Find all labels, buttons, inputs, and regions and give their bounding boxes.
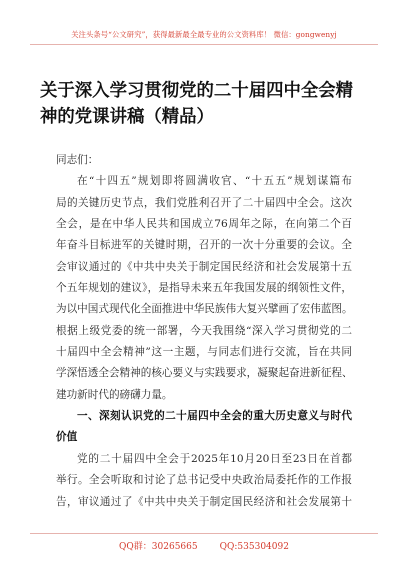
paragraph-line: 在“十四五”规划即将圆满收官、“十五五”规划谋篇布 [77,175,352,188]
qq-group-number: QQ群：30265665 [119,542,198,552]
paragraph-line: 根据上级党委的统一部署，今天我围绕“深入学习贯彻党的二 [56,324,352,337]
paragraph-line: 会审议通过的《中共中央关于制定国民经济和社会发展第十五 [56,260,352,273]
header-divider [30,44,378,45]
document-body [56,150,352,513]
paragraph-line: 建功新时代的磅礴力量。 [56,388,173,401]
section-heading: 价值 [56,431,78,444]
paragraph-line: 局的关键历史节点，我们党胜利召开了二十届四中全会。这次 [56,196,352,209]
paragraph-line: 举行。全会听取和讨论了总书记受中央政治局委托作的工作报 [56,474,352,487]
paragraph-line: 告，审议通过了《中共中央关于制定国民经济和社会发展第十 [56,495,352,508]
paragraph-line: 个五年规划的建议》，是指导未来五年我国发展的纲领性文件， [56,282,352,295]
paragraph-line: 年奋斗目标进军的关键时期，召开的一次十分重要的会议。全 [56,239,352,252]
paragraph-line: 全会，是在中华人民共和国成立76周年之际，在向第二个百 [56,218,352,231]
title-line: 神的党课讲稿（精品） [40,107,214,127]
document-title [40,78,370,130]
promo-header: 关注头条号“公文研究”，获得最新最全最专业的公文资料库！ 微信：gongwenyj [71,30,337,39]
paragraph-line: 党的二十届四中全会于2025年10月20日至23日在首都 [77,452,352,465]
footer-divider [30,533,378,534]
paragraph-line: 为以中国式现代化全面推进中华民族伟大复兴擘画了宏伟蓝图。 [56,303,353,316]
salutation: 同志们： [56,154,99,166]
paragraph-line: 十届四中全会精神”这一主题，与同志们进行交流，旨在共同 [56,346,352,359]
qq-number: QQ:535304092 [219,542,289,552]
contact-footer [0,539,408,552]
paragraph-line: 学深悟透全会精神的核心要义与实践要求，凝聚起奋进新征程、 [56,367,353,380]
title-line: 关于深入学习贯彻党的二十届四中全会精 [40,81,354,101]
section-heading: 一、深刻认识党的二十届四中全会的重大历史意义与时代 [77,410,352,423]
